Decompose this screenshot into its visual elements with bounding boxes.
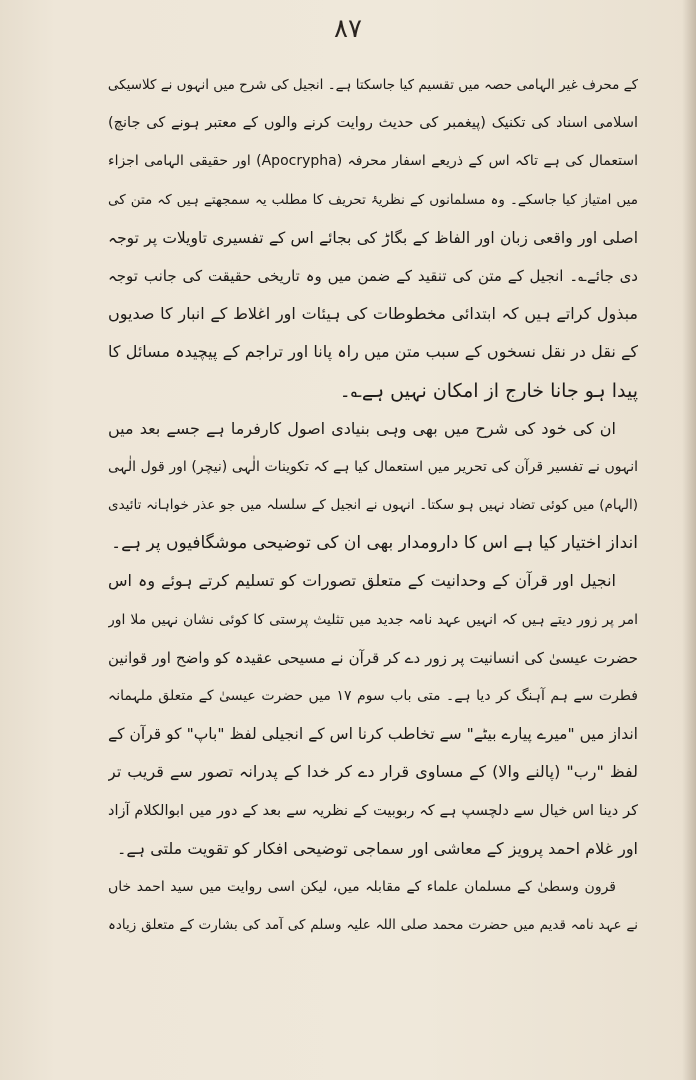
- text-line: انہوں نے تفسیر قرآن کی تحریر میں استعمال کیا ہے کہ تکوینات الٰہی (نیچر) اور قول الٰہی: [108, 458, 638, 475]
- text-line: لفظ "رب" (پالنے والا) کے مساوی قرار دے کر خدا کے پدرانہ تصور سے قریب تر: [108, 762, 638, 782]
- text-line: حضرت عیسیٰ کی انسانیت پر زور دے کر قرآن نے مسیحی عقیدہ کو واضح اور قوانین: [108, 648, 638, 667]
- text-line: فطرت سے ہم آہنگ کر دیا ہے۔ متی باب سوم ۱۷ میں حضرت عیسیٰ کے متعلق ملہمانہ: [108, 688, 638, 704]
- text-line: ان کی خود کی شرح میں بھی وہی بنیادی اصول کارفرما ہے جسے بعد میں: [108, 418, 616, 438]
- text-line: قرون وسطیٰ کے مسلمان علماء کے مقابلہ میں، لیکن اسی روایت میں سید احمد خاں: [108, 878, 616, 895]
- text-line: دی جائے؎۔ انجیل کے متن کی تنقید کے ضمن میں وہ تاریخی حقیقت کی جانب توجہ: [108, 266, 638, 285]
- text-line: امر پر زور دیتے ہیں کہ انہیں عہد نامہ جدید میں تثلیث پرستی کا کوئی نشان نہیں ملا اور: [108, 611, 638, 628]
- page-number: ٨٧: [334, 14, 362, 44]
- text-line: پیدا ہو جانا خارج از امکان نہیں ہے؎۔: [339, 379, 638, 402]
- text-line: اور غلام احمد پرویز کے معاشی اور سماجی توضیحی افکار کو تقویت ملتی ہے۔: [116, 838, 638, 858]
- text-line: کر دینا اس خیال سے دلچسپ ہے کہ ربوبیت کے نظریہ سے بعد کے دور میں ابوالکلام آزاد: [108, 802, 638, 819]
- body-text: [108, 66, 638, 944]
- text-line: انجیل اور قرآن کے وحدانیت کے متعلق تصورات کو تسلیم کرتے ہوئے وہ اس: [108, 571, 616, 591]
- text-line: انداز میں "میرے پیارے بیٹے" سے تخاطب کرنا اس کے انجیلی لفظ "باپ" کو قرآن کے: [108, 725, 638, 744]
- text-line: اسلامی اسناد کی تکنیک (پیغمبر کی حدیث روایت کرنے والوں کے معتبر ہونے کی جانچ): [108, 115, 638, 132]
- text-line: استعمال کی ہے تاکہ اس کے ذریعے اسفار محرفہ (Apocrypha) اور حقیقی الہامی اجزاء: [108, 153, 638, 170]
- text-line: (الہام) میں کوئی تضاد نہیں ہو سکتا۔ انہوں نے انجیل کے سلسلہ میں جو عذر خواہانہ تائیدی: [108, 497, 638, 514]
- text-line: میں امتیاز کیا جاسکے۔ وہ مسلمانوں کے نظریۂ تحریف کا مطلب یہ سمجھتے ہیں کہ متن کی: [108, 191, 638, 208]
- text-line: نے عہد نامہ قدیم میں حضرت محمد صلی اللہ علیہ وسلم کی آمد کی بشارت کے متعلق زیادہ: [108, 917, 638, 934]
- text-line: مبذول کراتے ہیں کہ ابتدائی مخطوطات کی ہیئات اور اغلاط کے انبار کا صدیوں: [108, 304, 638, 324]
- text-line: اصلی اور واقعی زبان اور الفاظ کے بگاڑ کی بجائے اس کے تفسیری تاویلات پر توجہ: [108, 228, 638, 247]
- text-line: کے محرف غیر الہامی حصہ میں تقسیم کیا جاسکتا ہے۔ انجیل کی شرح میں انہوں نے کلاسیکی: [108, 77, 638, 93]
- text-line: انداز اختیار کیا ہے اس کا دارومدار بھی ان کی توضیحی موشگافیوں پر ہے۔: [111, 533, 638, 554]
- text-line: کے نقل در نقل نسخوں کے سبب متن میں راہ پانا اور تراجم کے پیچیدہ مسائل کا: [108, 342, 638, 362]
